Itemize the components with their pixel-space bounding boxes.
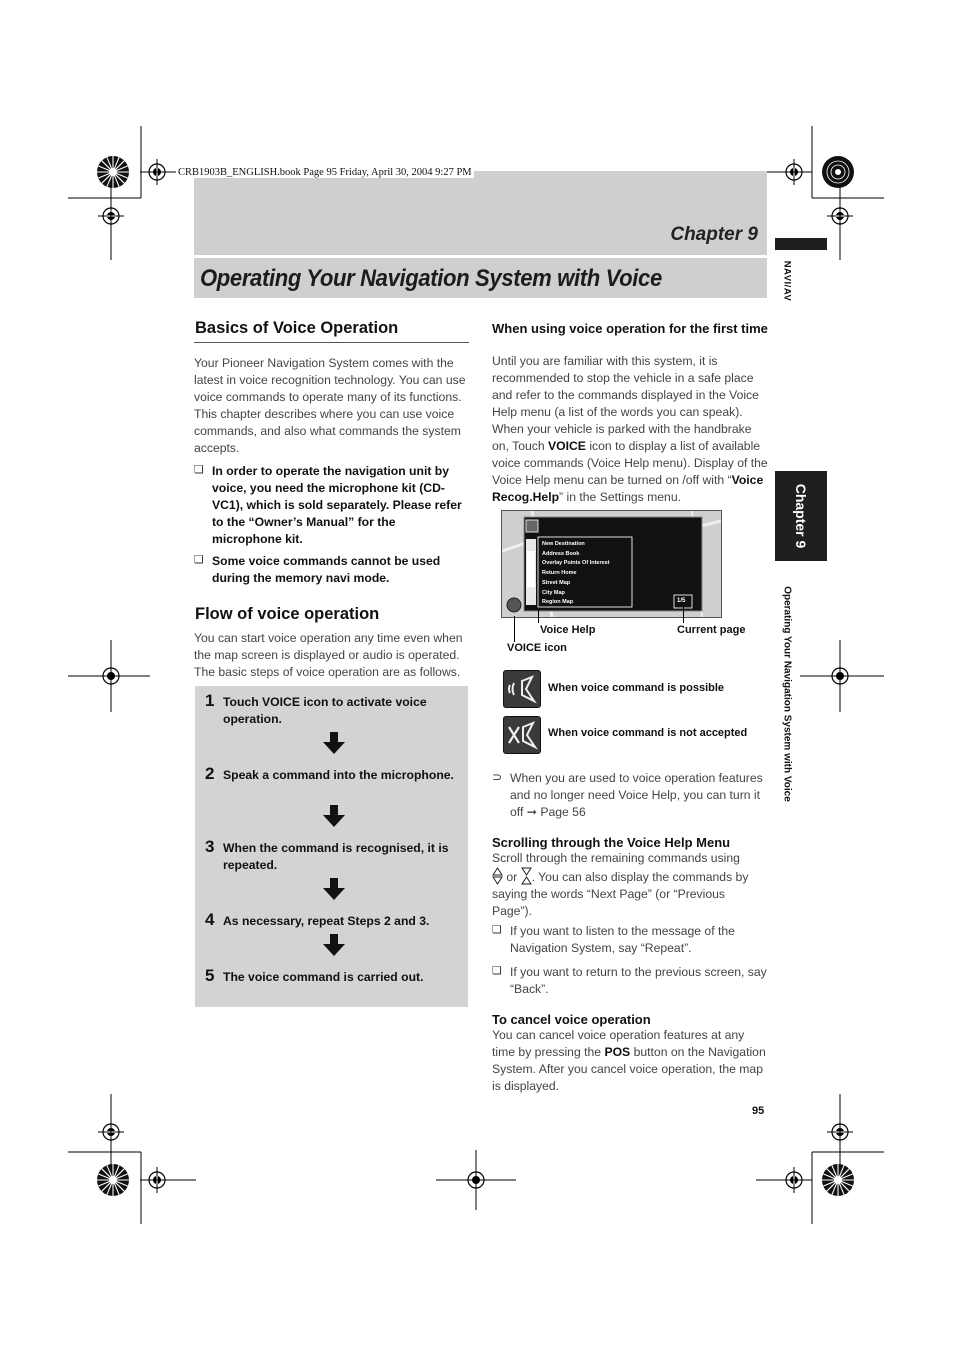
first-time-body <box>492 353 768 506</box>
step-number: 2 <box>205 764 215 783</box>
step-number: 5 <box>205 966 215 985</box>
voice-recog-keyword: Voice Recog.Help <box>492 473 764 504</box>
step-number: 1 <box>205 691 215 710</box>
scroll-body <box>492 850 768 920</box>
down-arrow-icon <box>323 878 345 900</box>
note-memory-navi <box>194 553 468 587</box>
flow-body: You can start voice operation any time even when the map screen is displayed or audio is operated. The basic steps of voice operation are as follows. <box>194 631 463 679</box>
step-text: Speak a command into the microphone. <box>223 768 454 782</box>
scroll-up-icon <box>492 867 503 885</box>
step-number: 3 <box>205 837 215 856</box>
voice-help-menu <box>542 540 610 608</box>
navi-av-bar <box>775 238 827 250</box>
scroll-note-repeat-text: If you want to listen to the message of the Navigation System, say “Repeat”. <box>510 924 735 955</box>
first-time-text-a: Until you are familiar with this system, it is recommended to stop the vehicle in a safe place and refer to the commands displayed in the Voice Help menu (a list of the words you can speak). When your vehicle is parked with the handbrake on, Touch <box>492 354 759 453</box>
flow-heading: Flow of voice operation <box>195 605 380 623</box>
cancel-heading: To cancel voice operation <box>492 1012 651 1027</box>
menu-item: City Map <box>542 589 565 596</box>
scroll-note-back <box>492 964 768 998</box>
pos-keyword: POS <box>604 1045 631 1059</box>
note-bullet-icon: ❏ <box>492 965 502 977</box>
menu-item: Overlay Points Of Interest <box>542 560 610 567</box>
voice-keyword: VOICE <box>548 439 586 453</box>
book-info: CRB1903B_ENGLISH.book Page 95 Friday, April 30, 2004 9:27 PM <box>178 167 472 178</box>
voice-icon-caption: VOICE icon <box>507 642 567 654</box>
voice-not-accepted-caption: When voice command is not accepted <box>548 727 748 739</box>
step-text: The voice command is carried out. <box>223 970 424 984</box>
chapter-heading: Chapter 9 <box>670 224 758 245</box>
step-text: As necessary, repeat Steps 2 and 3. <box>223 914 430 928</box>
menu-item: Return Home <box>542 570 577 577</box>
note-microphone <box>194 463 468 548</box>
down-arrow-icon <box>323 934 345 956</box>
first-time-text-b: icon to display a list of available voice commands (Voice Help menu). Display of the Voice Help menu can be turned on /off with “ <box>492 439 768 487</box>
screen-page-indicator: 1/5 <box>677 598 686 604</box>
running-title: Operating Your Navigation System with Voice <box>781 586 793 802</box>
map-background <box>502 511 721 617</box>
current-page-caption: Current page <box>677 624 746 636</box>
voice-possible-icon <box>503 670 541 708</box>
scroll-note-repeat <box>492 923 768 957</box>
voice-help-caption: Voice Help <box>540 624 596 636</box>
scroll-text-or: or <box>506 870 518 884</box>
callout-current-page-line <box>683 605 684 623</box>
note-bullet-icon: ❏ <box>194 464 204 476</box>
voice-possible-caption: When voice command is possible <box>548 682 725 694</box>
voice-not-accepted-icon <box>503 716 541 754</box>
scroll-text-a: Scroll through the remaining commands using <box>492 851 740 865</box>
note-bullet-icon: ❏ <box>194 554 204 566</box>
callout-voice-icon-line <box>514 616 515 642</box>
page-number: 95 <box>752 1105 765 1117</box>
voice-help-screenshot <box>501 510 722 618</box>
note-bullet-icon: ❏ <box>492 924 502 936</box>
note-memory-navi-text: Some voice commands cannot be used during the memory navi mode. <box>212 554 441 585</box>
navi-av-label: NAVI/AV <box>781 260 793 302</box>
callout-voice-help-line <box>538 610 539 623</box>
scroll-note-back-text: If you want to return to the previous screen, say “Back”. <box>510 965 767 996</box>
page-title: Operating Your Navigation System with Voice <box>200 265 662 292</box>
basics-heading-rule <box>194 342 469 343</box>
first-time-text-c: ” in the Settings menu. <box>559 490 681 504</box>
voice-help-tip <box>492 770 768 821</box>
menu-item: Address Book <box>542 550 580 557</box>
basics-body: Your Pioneer Navigation System comes with the latest in voice recognition technology. You can use voice commands to operate many of its functions. This chapter describes where you can use voice commands, and also what commands the system accepts. <box>194 356 466 455</box>
chapter-side-tab-label: Chapter 9 <box>793 483 809 549</box>
note-microphone-text: In order to operate the navigation unit by voice, you need the microphone kit (CD-VC1), which is sold separately. Please refer to the “Owner’s Manual” for the microphone kit. <box>212 464 462 546</box>
scroll-down-icon <box>521 867 532 885</box>
basics-heading: Basics of Voice Operation <box>195 319 399 337</box>
menu-item: Street Map <box>542 579 571 586</box>
scroll-heading: Scrolling through the Voice Help Menu <box>492 835 731 850</box>
step-text: Touch VOICE icon to activate voice operation. <box>223 695 427 726</box>
menu-item: Region Map <box>542 599 574 606</box>
cancel-text-b: button on the Navigation System. After you cancel voice operation, the map is displayed. <box>492 1045 766 1093</box>
step-text: When the command is recognised, it is repeated. <box>223 841 449 872</box>
menu-item: New Destination <box>542 541 585 547</box>
tip-icon: ⊃ <box>492 770 503 784</box>
speech-icon <box>504 671 540 707</box>
voice-help-tip-text: When you are used to voice operation features and no longer need Voice Help, you can turn it off ➞ Page 56 <box>510 771 763 819</box>
down-arrow-icon <box>323 805 345 827</box>
scroll-text-b: . You can also display the commands by saying the words “Next Page” (or “Previous Page”). <box>492 870 749 918</box>
step-number: 4 <box>205 910 215 929</box>
first-time-heading: When using voice operation for the first time <box>492 321 768 336</box>
down-arrow-icon <box>323 732 345 754</box>
cancel-body <box>492 1027 768 1095</box>
cancel-text-a: You can cancel voice operation features at any time by pressing the <box>492 1028 745 1059</box>
speech-cross-icon <box>504 717 540 753</box>
